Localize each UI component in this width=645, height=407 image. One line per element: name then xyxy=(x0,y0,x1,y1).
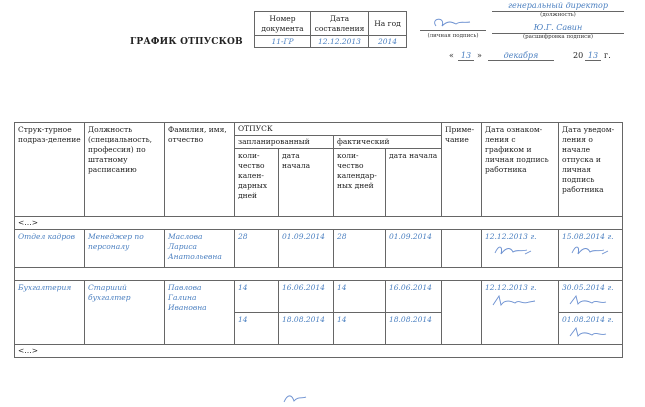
header-position: Должность (специальность, профессия) по штатному расписанию xyxy=(85,123,165,217)
date-quote-close: » xyxy=(477,51,482,60)
ellipsis-text: <…> xyxy=(15,217,623,230)
header-act-days: коли-чество календар-ных дней xyxy=(334,149,386,217)
vacation-schedule-table xyxy=(14,122,623,358)
signature-scribble xyxy=(562,242,616,258)
table-header-row xyxy=(15,123,623,136)
row2-plan-days: 14 xyxy=(235,281,279,313)
row2b-act-start: 18.08.2014 xyxy=(386,313,442,345)
row1-unit: Отдел кадров xyxy=(15,230,85,268)
doc-date-value: 12.12.2013 xyxy=(311,36,369,48)
row1-plan-start: 01.09.2014 xyxy=(279,230,334,268)
blank-row-cell xyxy=(15,268,623,281)
row1-acquaintance: 12.12.2013 г. xyxy=(482,230,559,268)
signature-caption: (личная подпись) xyxy=(427,33,479,39)
row2-notification: 30.05.2014 г. xyxy=(559,281,623,313)
header-name: Фамилия, имя, отчество xyxy=(165,123,235,217)
header-planned: запланированный xyxy=(235,136,334,149)
row1-note xyxy=(442,230,482,268)
bottom-signature xyxy=(280,388,310,400)
date-quote-open: « xyxy=(449,51,454,60)
doc-number-header: Номер документа xyxy=(255,12,311,36)
header-note: Приме-чание xyxy=(442,123,482,217)
date-year-unit: г. xyxy=(604,51,611,60)
header-plan-start: дата начала xyxy=(279,149,334,217)
ellipsis-row xyxy=(15,345,623,358)
header-plan-days: коли-чество кален-дарных дней xyxy=(235,149,279,217)
date-day: 13 xyxy=(458,51,474,61)
document-info-table xyxy=(254,11,407,48)
header-unit: Струк-турное подраз-деление xyxy=(15,123,85,217)
date-year-suffix: 13 xyxy=(585,51,601,61)
header-acquaintance: Дата ознаком-ления с графиком и личная подпись работника xyxy=(482,123,559,217)
row2-name: Павлова Галина Ивановна xyxy=(165,281,235,345)
doc-year-value: 2014 xyxy=(369,36,407,48)
director-name: Ю.Г. Савин xyxy=(533,23,583,32)
name-caption: (расшифровка подписи) xyxy=(522,34,594,40)
doc-year-header: На год xyxy=(369,12,407,36)
table-row xyxy=(15,281,623,313)
row2b-plan-days: 14 xyxy=(235,313,279,345)
signature-scribble xyxy=(562,325,616,339)
row2b-plan-start: 18.08.2014 xyxy=(279,313,334,345)
row1-plan-days: 28 xyxy=(235,230,279,268)
row2-unit: Бухгалтерия xyxy=(15,281,85,345)
row2-act-start: 16.06.2014 xyxy=(386,281,442,313)
table-row xyxy=(15,230,623,268)
row2b-act-days: 14 xyxy=(334,313,386,345)
ellipsis-row xyxy=(15,217,623,230)
header-actual: фактический xyxy=(334,136,442,149)
director-position: генеральный директор xyxy=(508,1,608,10)
row1-position: Менеджер по персоналу xyxy=(85,230,165,268)
signature-scribble xyxy=(485,242,545,258)
row1-notification: 15.08.2014 г. xyxy=(559,230,623,268)
row1-act-start: 01.09.2014 xyxy=(386,230,442,268)
signature-scribble xyxy=(562,293,616,307)
row1-name: Маслова Лариса Анатольевна xyxy=(165,230,235,268)
row2-act-days: 14 xyxy=(334,281,386,313)
blank-row xyxy=(15,268,623,281)
page-title: ГРАФИК ОТПУСКОВ xyxy=(130,37,243,47)
row2b-notification: 01.08.2014 г. xyxy=(559,313,623,345)
ellipsis-text: <…> xyxy=(15,345,623,358)
signature-scribble xyxy=(485,293,545,309)
doc-date-header: Дата составления xyxy=(311,12,369,36)
row2-acquaintance: 12.12.2013 г. xyxy=(482,281,559,345)
row2-plan-start: 16.06.2014 xyxy=(279,281,334,313)
header-act-start: дата начала xyxy=(386,149,442,217)
position-caption: (должность) xyxy=(540,12,576,18)
row1-act-days: 28 xyxy=(334,230,386,268)
doc-number-value: 11-ГР xyxy=(255,36,311,48)
header-notification: Дата уведом-ления о начале отпуска и личная подпись работника xyxy=(559,123,623,217)
row2-note xyxy=(442,281,482,345)
date-year-prefix: 20 xyxy=(573,51,584,60)
row2-position: Старший бухгалтер xyxy=(85,281,165,345)
date-month: декабря xyxy=(488,51,554,61)
header-vacation: ОТПУСК xyxy=(235,123,442,136)
